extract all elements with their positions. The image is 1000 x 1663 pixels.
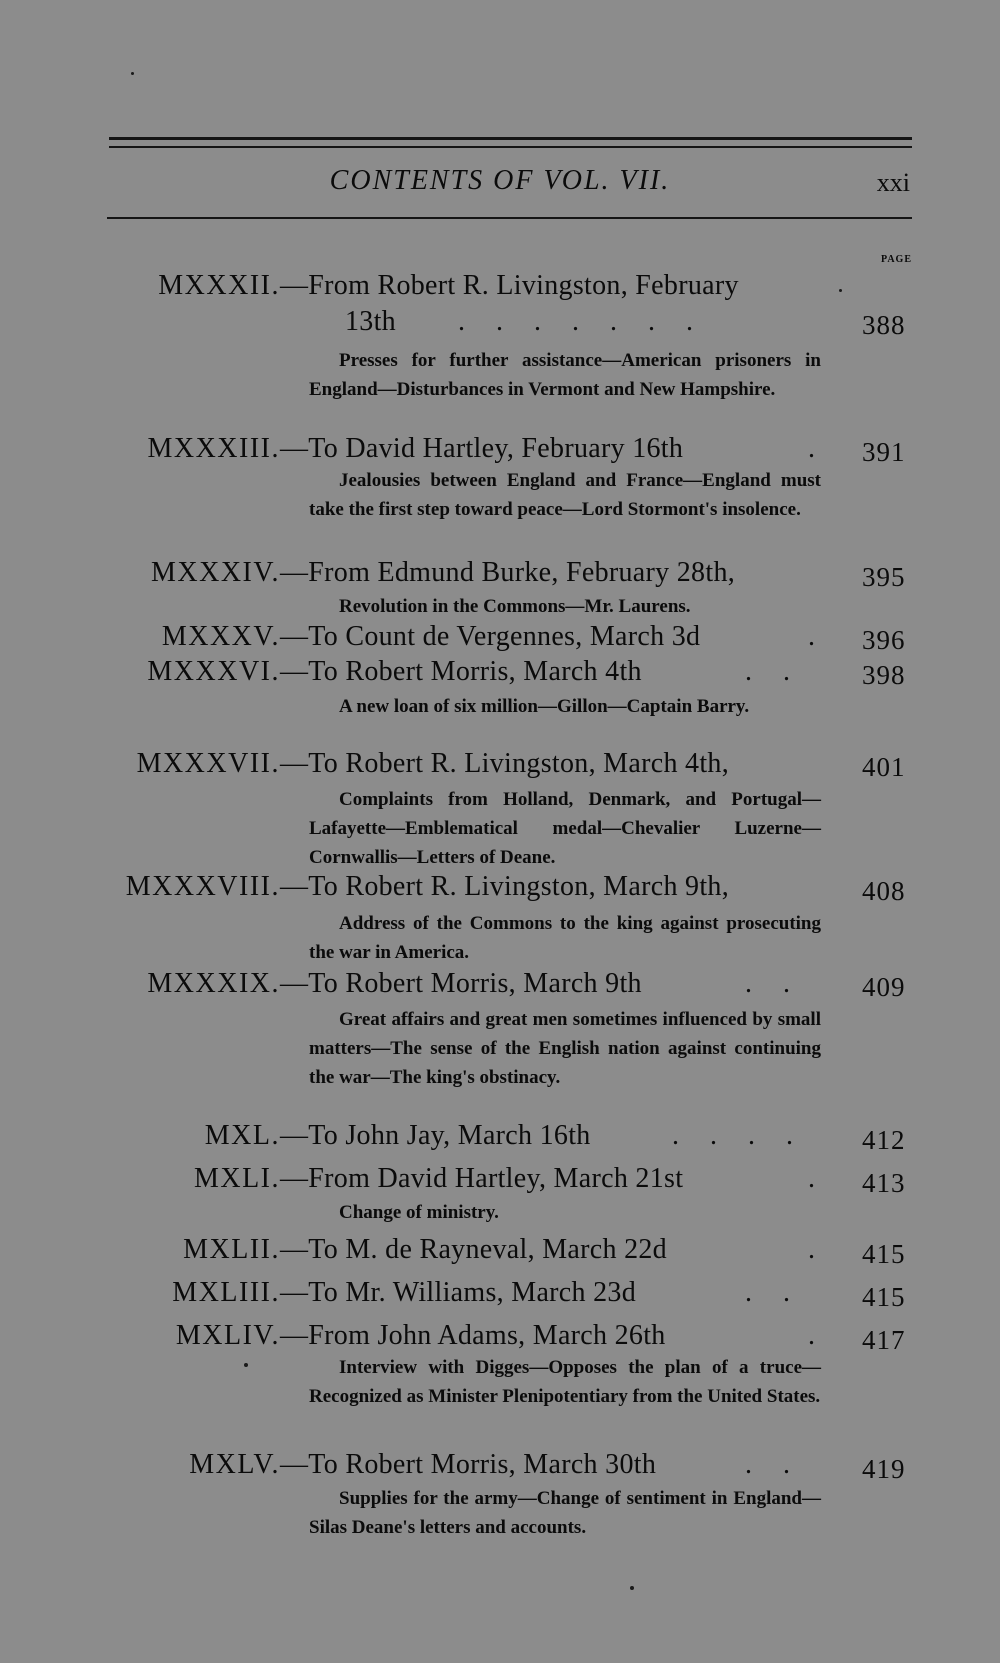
entry-summary: Revolution in the Commons—Mr. Laurens. — [339, 596, 691, 617]
entry-title: —To Robert Morris, March 9th — [280, 968, 642, 999]
entry-number: MXXXII. — [158, 270, 280, 301]
entry-leader: . . — [745, 1449, 802, 1480]
entry-summary: Complaints from Holland, Denmark, and Portugal—Lafayette—Emblematical medal—Chevalier Luzerne—Cornwallis—Letters of Deane. — [309, 789, 821, 868]
entry-page: 413 — [862, 1168, 906, 1198]
entry-title-continuation: 13th . . . . . . . — [345, 306, 705, 337]
top-rule-inner — [109, 146, 912, 148]
entry-leader: . . — [745, 656, 802, 687]
entry-summary: Great affairs and great men sometimes influenced by small matters—The sense of the English nation against continuing the war—The king's obstinacy. — [309, 1009, 821, 1088]
entry-page: 401 — [862, 752, 906, 782]
entry-number: MXXXVII. — [136, 748, 280, 779]
entry-summary: Change of ministry. — [339, 1202, 499, 1223]
entry-leader: . . . . — [672, 1120, 805, 1151]
entry-title: —To Mr. Williams, March 23d — [280, 1277, 637, 1308]
header-rule — [107, 217, 912, 219]
running-title: CONTENTS OF VOL. VII. — [329, 165, 671, 196]
entry-page: 409 — [862, 972, 906, 1002]
entry-summary: Presses for further assistance—American prisoners in England—Disturbances in Vermont and New Hampshire. — [309, 350, 821, 400]
entry-page: 391 — [862, 437, 906, 467]
scan-speck — [244, 1363, 248, 1367]
entry-title: —From Edmund Burke, February 28th, — [280, 557, 736, 588]
entry-title: —To Robert Morris, March 4th — [280, 656, 642, 687]
entry-page: 419 — [862, 1454, 906, 1484]
entry-page: 395 — [862, 562, 906, 592]
top-rule — [109, 137, 912, 140]
scan-speck — [630, 1586, 634, 1590]
entry-page: 412 — [862, 1125, 906, 1155]
entry-number: MXXXVI. — [147, 656, 280, 687]
entry-page: 417 — [862, 1325, 906, 1355]
entry-title: —To Robert R. Livingston, March 9th, — [280, 871, 730, 902]
scan-speck — [839, 289, 842, 292]
entry-number: MXXXV. — [161, 621, 280, 652]
entry-leader: . — [808, 1320, 816, 1351]
entry-page: 415 — [862, 1282, 906, 1312]
entry-title: —From Robert R. Livingston, February — [280, 270, 739, 301]
entry-number: MXXXIII. — [147, 433, 280, 464]
page-column-label: PAGE — [880, 254, 912, 265]
entry-title: —To Count de Vergennes, March 3d — [280, 621, 701, 652]
entry-number: MXLI. — [193, 1163, 280, 1194]
entry-number: MXLIV. — [175, 1320, 280, 1351]
entry-title: —To David Hartley, February 16th — [280, 433, 684, 464]
entry-title: —From David Hartley, March 21st — [280, 1163, 684, 1194]
entry-summary: A new loan of six million—Gillon—Captain Barry. — [339, 696, 750, 717]
entry-page: 388 — [862, 310, 906, 340]
entry-summary: Supplies for the army—Change of sentiment in England—Silas Deane's letters and accounts. — [309, 1488, 821, 1538]
entry-number: MXLIII. — [172, 1277, 280, 1308]
entry-title: —To M. de Rayneval, March 22d — [280, 1234, 667, 1265]
entry-number: MXXXIV. — [151, 557, 280, 588]
entry-number: MXL. — [204, 1120, 280, 1151]
entry-title: —From John Adams, March 26th — [280, 1320, 666, 1351]
entry-leader: . — [808, 1163, 816, 1194]
scan-speck — [131, 72, 134, 75]
entry-number: MXLII. — [183, 1234, 280, 1265]
entry-title: —To John Jay, March 16th — [280, 1120, 591, 1151]
entry-leader: . . — [745, 968, 802, 999]
entry-leader: . — [808, 433, 816, 464]
entry-page: 415 — [862, 1239, 906, 1269]
entry-page: 398 — [862, 660, 906, 690]
entry-summary: Jealousies between England and France—England must take the first step toward peace—Lord Stormont's insolence. — [309, 470, 821, 520]
entry-number: MXXXVIII. — [125, 871, 280, 902]
entry-leader: . — [808, 621, 816, 652]
entry-summary: Interview with Digges—Opposes the plan of a truce—Recognized as Minister Plenipotentiary from the United States. — [309, 1357, 821, 1407]
entry-page: 408 — [862, 876, 906, 906]
entry-page: 396 — [862, 625, 906, 655]
entry-title: —To Robert Morris, March 30th — [280, 1449, 657, 1480]
folio-number: xxi — [876, 168, 910, 197]
entry-summary: Address of the Commons to the king against prosecuting the war in America. — [309, 913, 821, 963]
entry-leader: . . — [745, 1277, 802, 1308]
entry-number: MXLV. — [189, 1449, 280, 1480]
entry-leader: . — [808, 1234, 816, 1265]
entry-title: —To Robert R. Livingston, March 4th, — [280, 748, 730, 779]
entry-number: MXXXIX. — [147, 968, 280, 999]
